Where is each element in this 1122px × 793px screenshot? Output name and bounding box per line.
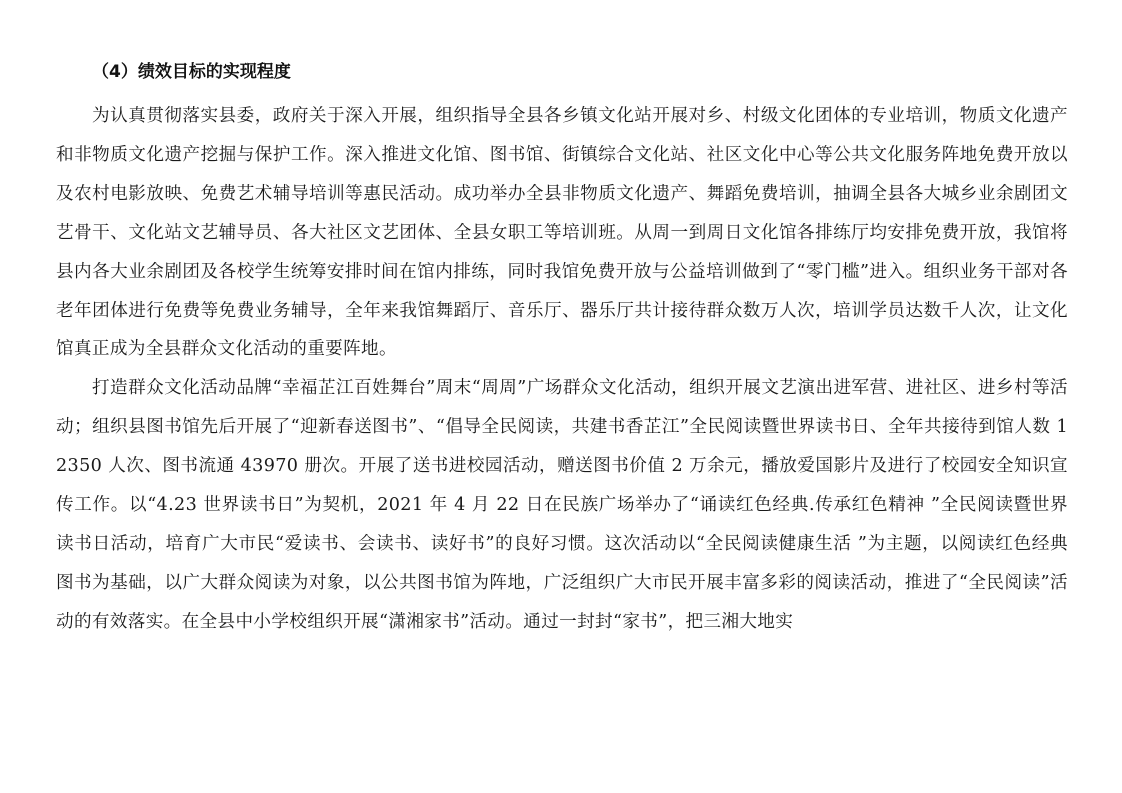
section-heading: （4）绩效目标的实现程度 [92,62,291,82]
paragraph-reading-activities: 打造群众文化活动品牌“幸福芷江百姓舞台”周末“周周”广场群众文化活动，组织开展文艺演出进军营、进社区、进乡村等活动；组织县图书馆先后开展了“迎新春送图书”、“倡导全民阅读，共建书香芷江”全民阅读暨世界读书日、全年共接待到馆人数 12350 人次、图书流通 43970 册次。开展了送书进校园活动，赠送图书价值 2 万余元，播放爱国影片及进行了校园安全知识宣传工作。以“4.23 世界读书日”为契机，2021 年 4 月 22 日在民族广场举办了“诵读红色经典.传承红色精神 ”全民阅读暨世界读书日活动，培育广大市民“爱读书、会读书、读好书”的良好习惯。这次活动以“全民阅读健康生活 ”为主题，以阅读红色经典图书为基础，以广大群众阅读为对象，以公共图书馆为阵地，广泛组织广大市民开展丰富多彩的阅读活动，推进了“全民阅读”活动的有效落实。在全县中小学校组织开展“潇湘家书”活动。通过一封封“家书”，把三湘大地实 [56,378,1068,632]
paragraph-performance-summary: 为认真贯彻落实县委，政府关于深入开展，组织指导全县各乡镇文化站开展对乡、村级文化团体的专业培训，物质文化遗产和非物质文化遗产挖掘与保护工作。深入推进文化馆、图书馆、街镇综合文化站、社区文化中心等公共文化服务阵地免费开放以及农村电影放映、免费艺术辅导培训等惠民活动。成功举办全县非物质文化遗产、舞蹈免费培训，抽调全县各大城乡业余剧团文艺骨干、文化站文艺辅导员、各大社区文艺团体、全县女职工等培训班。从周一到周日文化馆各排练厅均安排免费开放，我馆将县内各大业余剧团及各校学生统筹安排时间在馆内排练，同时我馆免费开放与公益培训做到了“零门槛”进入。组织业务干部对各老年团体进行免费等免费业务辅导，全年来我馆舞蹈厅、音乐厅、器乐厅共计接待群众数万人次，培训学员达数千人次，让文化馆真正成为全县群众文化活动的重要阵地。 [56,106,1068,360]
document-page [56,58,1068,642]
